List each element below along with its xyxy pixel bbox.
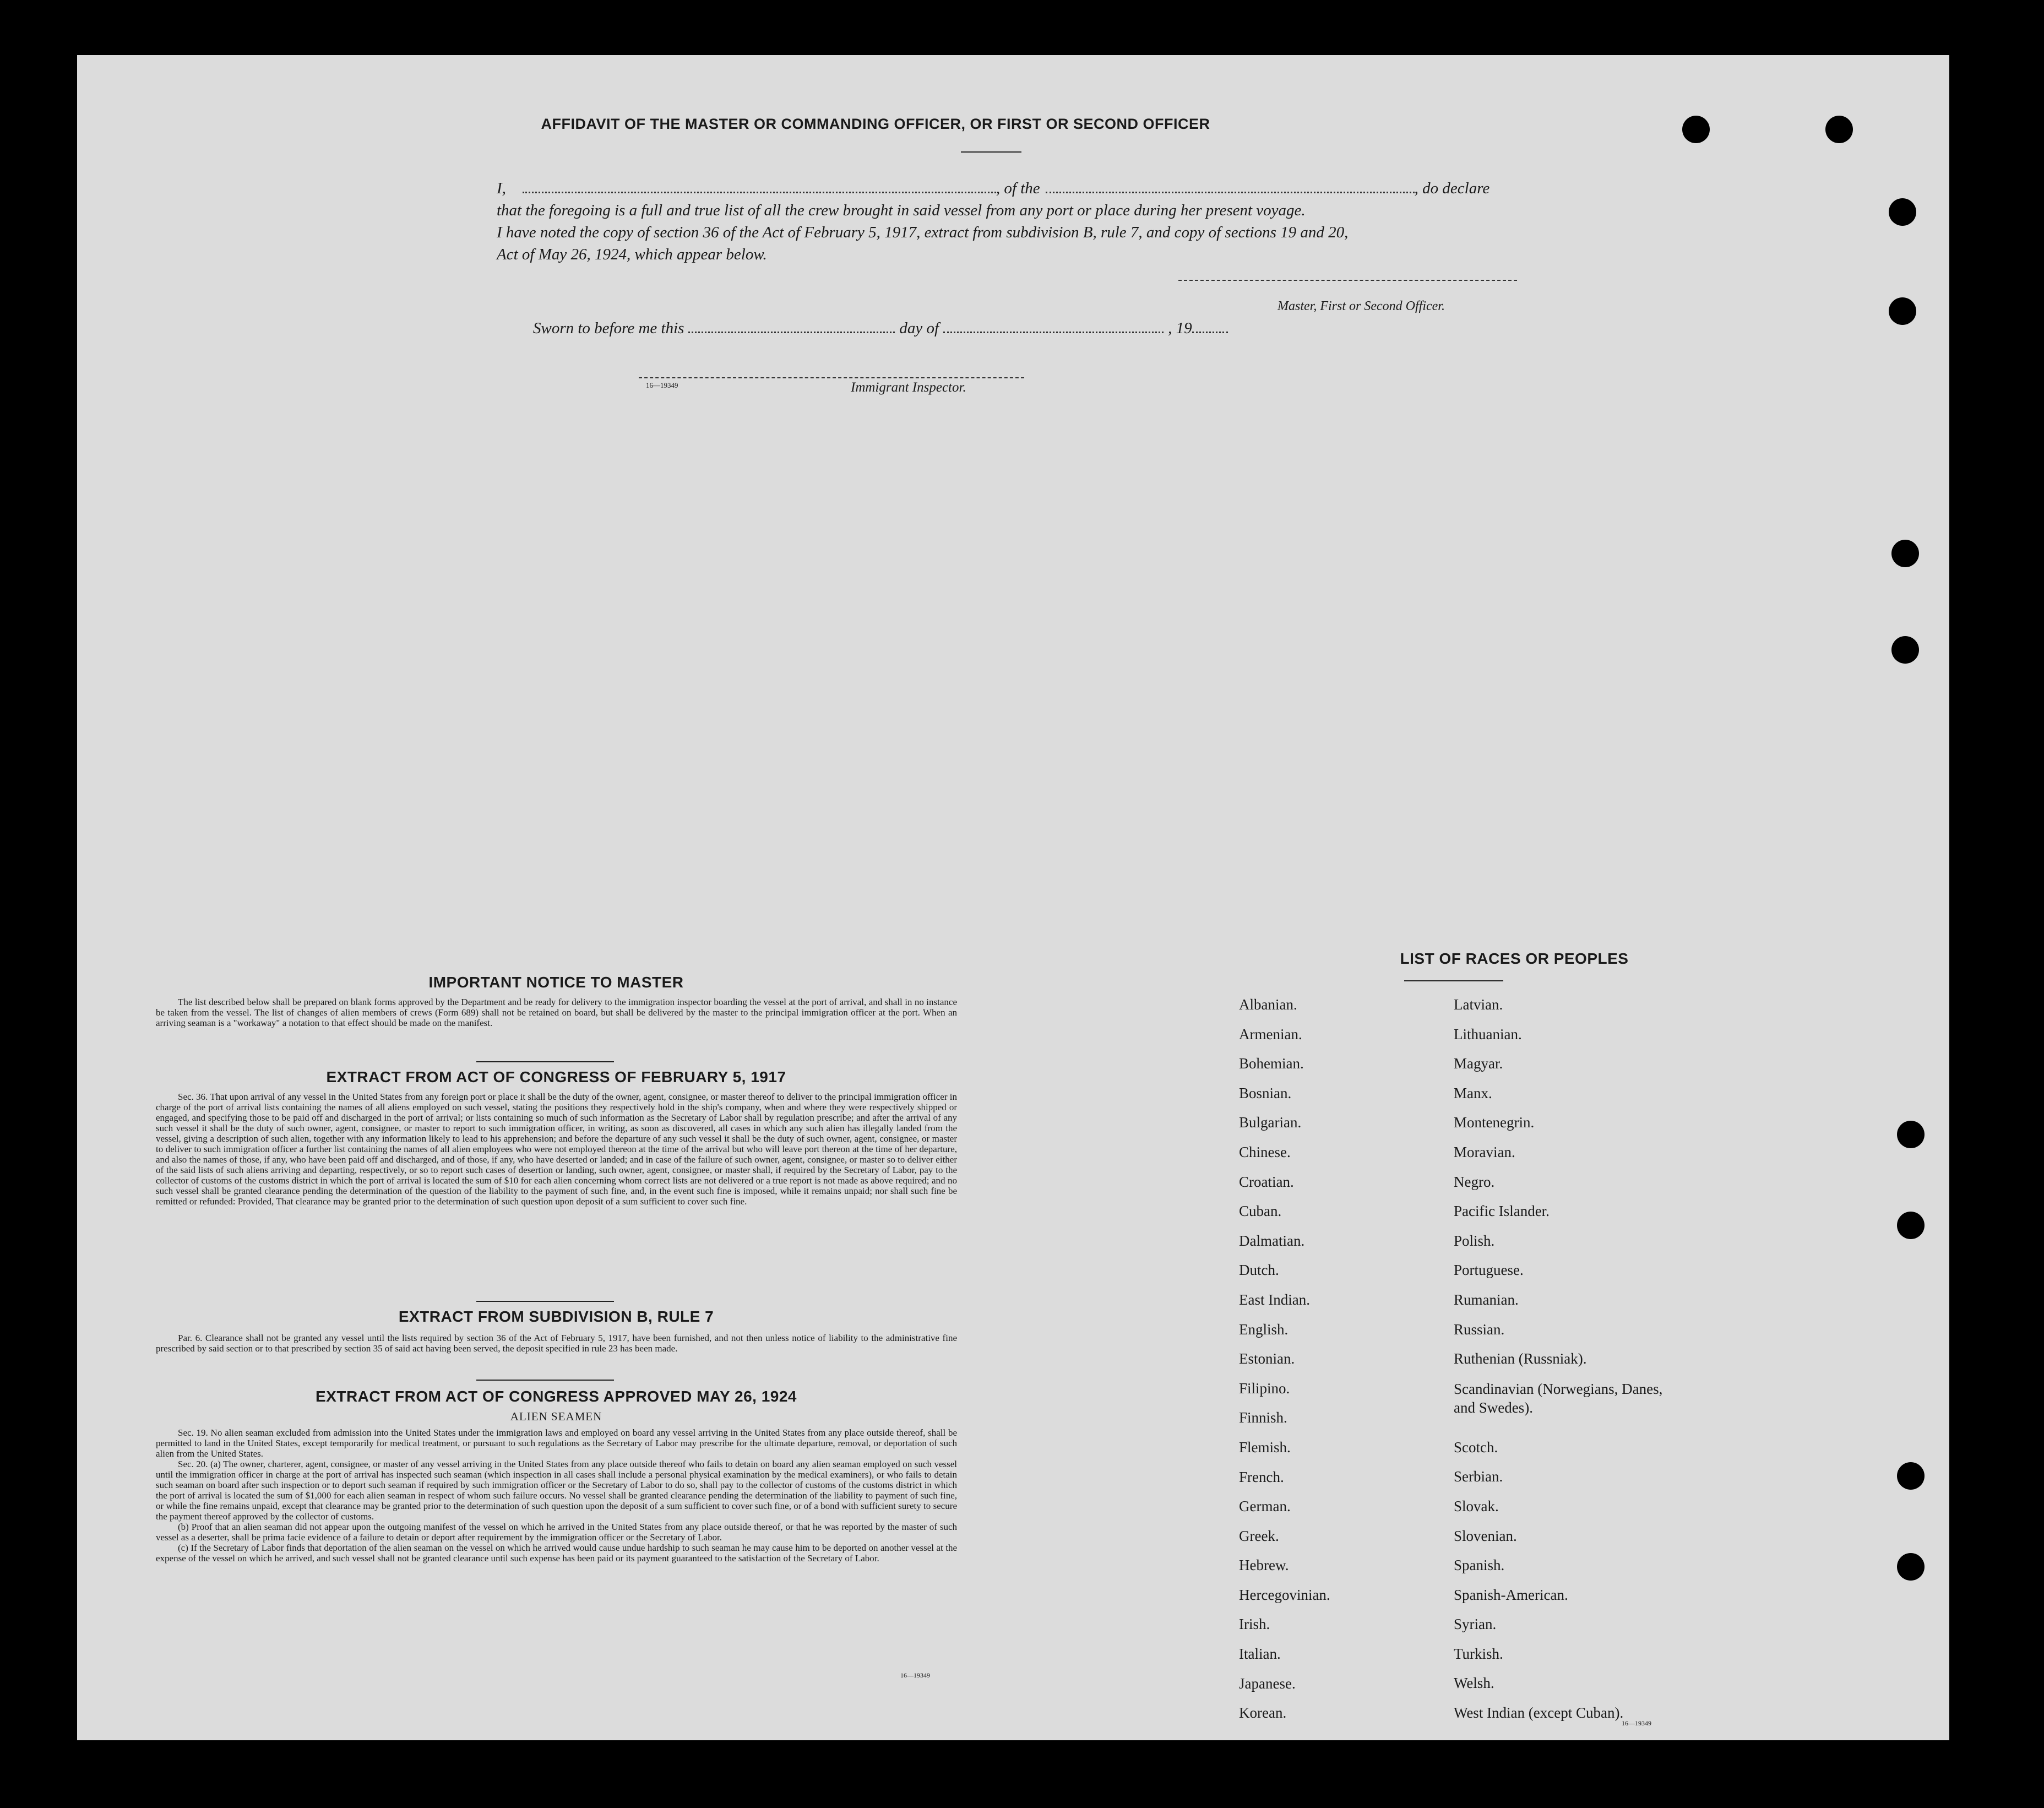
inspector-signature-line <box>639 377 1024 378</box>
punch-hole <box>1891 636 1919 664</box>
race-item: Slovak. <box>1454 1497 1499 1514</box>
race-item: West Indian (except Cuban). <box>1454 1704 1624 1722</box>
alien-seamen-subtitle: ALIEN SEAMEN <box>510 1410 602 1423</box>
sec20a-text: Sec. 20. (a) The owner, charterer, agent, consignee, or master of any vessel arriving in the United States from any place outside thereof who fails to detain on board any alien seaman employed on such vessel until the immigration officer in charge at the port of arrival has inspected such seaman (which inspection in all cases shall include a personal physical examination by the medical examiners), or who fails to detain such seaman on board after such inspection or to deport such seaman if required by such immigration officer or the Secretary of Labor to do so, shall pay to the collector of customs of the customs district in which the port of arrival is located the sum of $1,000 for each alien seaman in respect of whom such failure occurs. No vessel shall be granted clearance pending the determination of the liability to payment of such fine, or while the fine remains unpaid, except that clearance may be granted prior to the determination of such question upon the deposit of a sum sufficient to cover such fine, or of a bond with sufficient surety to secure the payment thereof approved by the collector of customs. <box>156 1459 957 1522</box>
races-column-2 <box>1454 990 1663 1728</box>
race-item: Flemish. <box>1239 1438 1291 1456</box>
race-item: Bulgarian. <box>1239 1114 1302 1131</box>
race-item: Croatian. <box>1239 1173 1294 1190</box>
sec20b-text: (b) Proof that an alien seaman did not appear upon the outgoing manifest of the vessel on which he arrived in the United States from any place outside thereof, or that he was reported by the master of such vessel as a deserter, shall be prima facie evidence of a failure to detain or deport after requirement by the immigration officer or the Secretary of Labor. <box>156 1522 957 1543</box>
race-item: Turkish. <box>1454 1645 1503 1662</box>
race-item: Japanese. <box>1239 1675 1296 1692</box>
affidavit-form-number: 16—19349 <box>646 381 678 389</box>
race-item: Ruthenian (Russniak). <box>1454 1350 1587 1367</box>
extract-1924-body <box>156 1427 957 1563</box>
race-item: Hebrew. <box>1239 1557 1289 1574</box>
vessel-field <box>1046 192 1415 193</box>
race-item: Polish. <box>1454 1232 1495 1249</box>
declaration-of: , of the <box>996 180 1040 197</box>
sec20c-text: (c) If the Secretary of Labor finds that deportation of the alien seaman on the vessel on which he arrived would cause undue hardship to such seaman he may cause him to be deported on another vessel at the expense of the vessel on which he arrived, and such vessel shall not be granted clearance until such expense has been paid or its payment guaranteed to the satisfaction of the Secretary of Labor. <box>156 1543 957 1563</box>
extract-form-number: 16—19349 <box>900 1671 930 1679</box>
race-item: Magyar. <box>1454 1055 1503 1072</box>
race-item: Russian. <box>1454 1321 1505 1338</box>
affidavit-declaration <box>497 177 1612 265</box>
extract-1917-title: EXTRACT FROM ACT OF CONGRESS OF FEBRUARY 5, 1917 <box>326 1068 786 1085</box>
race-item: Syrian. <box>1454 1616 1497 1633</box>
sworn-day-field <box>688 332 895 333</box>
extract-1917-body: Sec. 36. That upon arrival of any vessel in the United States from any foreign port or place it shall be the duty of the owner, agent, consignee, or master thereof to deliver to the principal immigration officer in charge of the port of arrival lists containing the names of all aliens employed on such vessel, stating the positions they respectively hold in the ship's company, when and where they were respectively shipped or engaged, and specifying those to be paid off and discharged in the port of arrival; or lists containing so much of such information as the Secretary of Labor shall by regulation prescribe; and after the arrival of any such vessel it shall be the duty of such owner, agent, consignee, or master to report to such immigration officer, in writing, as soon as discovered, all cases in which any such alien has illegally landed from the vessel, giving a description of such alien, together with any information likely to lead to his apprehension; and before the departure of any such vessel it shall be the duty of such owner, agent, consignee, or master to deliver to such immigration officer a further list containing the names of all alien employees who were not employed thereon at the time of the arrival but who will leave port thereon at the time of her departure, and also the names of those, if any, who have been paid off and discharged, and of those, if any, who have deserted or landed; and in case of the failure of such owner, agent, consignee, or master so to deliver either of the said lists of such aliens arriving and departing, respectively, or so to report such cases of desertion or landing, such owner, agent, consignee, or master shall, if required by the Secretary of Labor, pay to the collector of customs of the customs district in which the port of arrival is located the sum of $10 for each alien concerning whom correct lists are not delivered or a true report is not made as above required; and no such vessel shall be granted clearance pending the determination of the question of the liability to the payment of such fine, and, in the event such fine is imposed, while it remains unpaid; nor shall such fine be remitted or refunded: Provided, That clearance may be granted prior to the determination of such question upon deposit of a sum sufficient to cover such fine. <box>156 1092 957 1207</box>
officer-signature-line <box>1178 280 1517 281</box>
sworn-month-field <box>943 332 1164 333</box>
section-divider <box>476 1380 614 1381</box>
punch-hole <box>1889 198 1916 226</box>
name-field <box>523 192 996 193</box>
declaration-i: I, <box>497 180 506 197</box>
race-item: Moravian. <box>1454 1143 1515 1160</box>
race-item: Dalmatian. <box>1239 1232 1305 1249</box>
race-item: East Indian. <box>1239 1291 1310 1308</box>
declaration-end: , do declare <box>1414 180 1490 197</box>
punch-hole <box>1897 1553 1925 1581</box>
race-item: Montenegrin. <box>1454 1114 1535 1131</box>
race-item: English. <box>1239 1321 1289 1338</box>
declaration-line4: Act of May 26, 1924, which appear below. <box>497 246 767 263</box>
race-item: Chinese. <box>1239 1143 1291 1160</box>
punch-hole <box>1889 297 1916 325</box>
punch-hole <box>1825 116 1853 143</box>
race-item: Finnish. <box>1239 1409 1287 1426</box>
race-item: German. <box>1239 1498 1291 1515</box>
sworn-year-label: , 19 <box>1168 319 1192 337</box>
races-column-1 <box>1239 990 1421 1728</box>
inspector-label: Immigrant Inspector. <box>851 380 966 395</box>
race-item: Armenian. <box>1239 1025 1302 1043</box>
race-item: Latvian. <box>1454 996 1503 1013</box>
race-item: Serbian. <box>1454 1468 1503 1485</box>
race-item: Bohemian. <box>1239 1055 1304 1072</box>
document-page <box>77 55 1949 1740</box>
race-item: Negro. <box>1454 1173 1495 1190</box>
race-item: French. <box>1239 1468 1284 1485</box>
race-item: Cuban. <box>1239 1203 1282 1220</box>
declaration-line3: I have noted the copy of section 36 of the Act of February 5, 1917, extract from subdivision B, rule 7, and copy of sections 19 and 20, <box>497 224 1349 241</box>
race-item: Italian. <box>1239 1646 1281 1663</box>
punch-hole <box>1897 1121 1925 1148</box>
race-item: Welsh. <box>1454 1675 1494 1692</box>
affidavit-title: AFFIDAVIT OF THE MASTER OR COMMANDING OFFICER, OR FIRST OR SECOND OFFICER <box>541 116 1210 132</box>
race-item: Greek. <box>1239 1527 1279 1544</box>
punch-hole <box>1897 1462 1925 1490</box>
sec19-text: Sec. 19. No alien seaman excluded from admission into the United States under the immigration laws and employed on board any vessel arriving in the United States from any place outside thereof, shall be permitted to land in the United States, except temporarily for medical treatment, or pursuant to such regulations as the Secretary of Labor may prescribe for the ultimate departure, removal, or deportation of such alien from the United States. <box>156 1427 957 1459</box>
punch-hole <box>1897 1212 1925 1239</box>
sworn-day-label: day of <box>899 319 939 337</box>
subdivision-title: EXTRACT FROM SUBDIVISION B, RULE 7 <box>398 1308 714 1325</box>
races-divider <box>1404 980 1503 981</box>
race-item: Slovenian. <box>1454 1527 1517 1544</box>
race-item: Pacific Islander. <box>1454 1203 1550 1220</box>
extract-1924-title: EXTRACT FROM ACT OF CONGRESS APPROVED MAY 26, 1924 <box>316 1388 797 1405</box>
section-divider <box>476 1301 614 1302</box>
punch-hole <box>1891 540 1919 567</box>
race-item: Korean. <box>1239 1704 1287 1722</box>
race-item: Spanish. <box>1454 1557 1505 1574</box>
race-item: Lithuanian. <box>1454 1025 1522 1043</box>
race-item: Dutch. <box>1239 1262 1279 1279</box>
sworn-year-field <box>1192 332 1228 333</box>
race-item: Spanish-American. <box>1454 1586 1568 1603</box>
race-item: Irish. <box>1239 1616 1270 1633</box>
punch-hole <box>1682 116 1710 143</box>
sworn-line <box>533 319 1228 338</box>
race-item: Rumanian. <box>1454 1291 1519 1308</box>
race-item: Bosnian. <box>1239 1084 1292 1101</box>
section-divider <box>476 1061 614 1062</box>
races-title: LIST OF RACES OR PEOPLES <box>1400 950 1629 967</box>
officer-signature-label: Master, First or Second Officer. <box>1278 299 1445 313</box>
race-item: Scandinavian (Norwegians, Danes, and Swedes). <box>1454 1380 1663 1416</box>
subdivision-body: Par. 6. Clearance shall not be granted any vessel until the lists required by section 36 of the Act of February 5, 1917, have been furnished, and not then unless notice of liability to the administrative fine prescribed by said section or to that prescribed by section 35 of said act having been served, the deposit specified in rule 23 has been made. <box>156 1333 957 1354</box>
race-item: Portuguese. <box>1454 1262 1524 1279</box>
declaration-line2: that the foregoing is a full and true list of all the crew brought in said vessel from any port or place during her present voyage. <box>497 202 1306 219</box>
races-form-number: 16—19349 <box>1622 1719 1651 1727</box>
notice-body: The list described below shall be prepared on blank forms approved by the Department and be ready for delivery to the immigration inspector boarding the vessel at the port of arrival, and shall in no instance be taken from the vessel. The list of changes of alien members of crews (Form 689) shall not be retained on board, but shall be delivered by the master to the principal immigration officer at the port. When an arriving seaman is a "workaway" a notation to that effect should be made on the manifest. <box>156 997 957 1028</box>
sworn-label: Sworn to before me this <box>533 319 684 337</box>
race-item: Manx. <box>1454 1084 1492 1101</box>
title-divider <box>961 151 1021 153</box>
race-item: Scotch. <box>1454 1438 1498 1456</box>
notice-title: IMPORTANT NOTICE TO MASTER <box>428 974 684 991</box>
race-item: Estonian. <box>1239 1350 1295 1367</box>
race-item: Filipino. <box>1239 1380 1290 1397</box>
race-item: Albanian. <box>1239 996 1297 1013</box>
race-item: Hercegovinian. <box>1239 1586 1330 1603</box>
